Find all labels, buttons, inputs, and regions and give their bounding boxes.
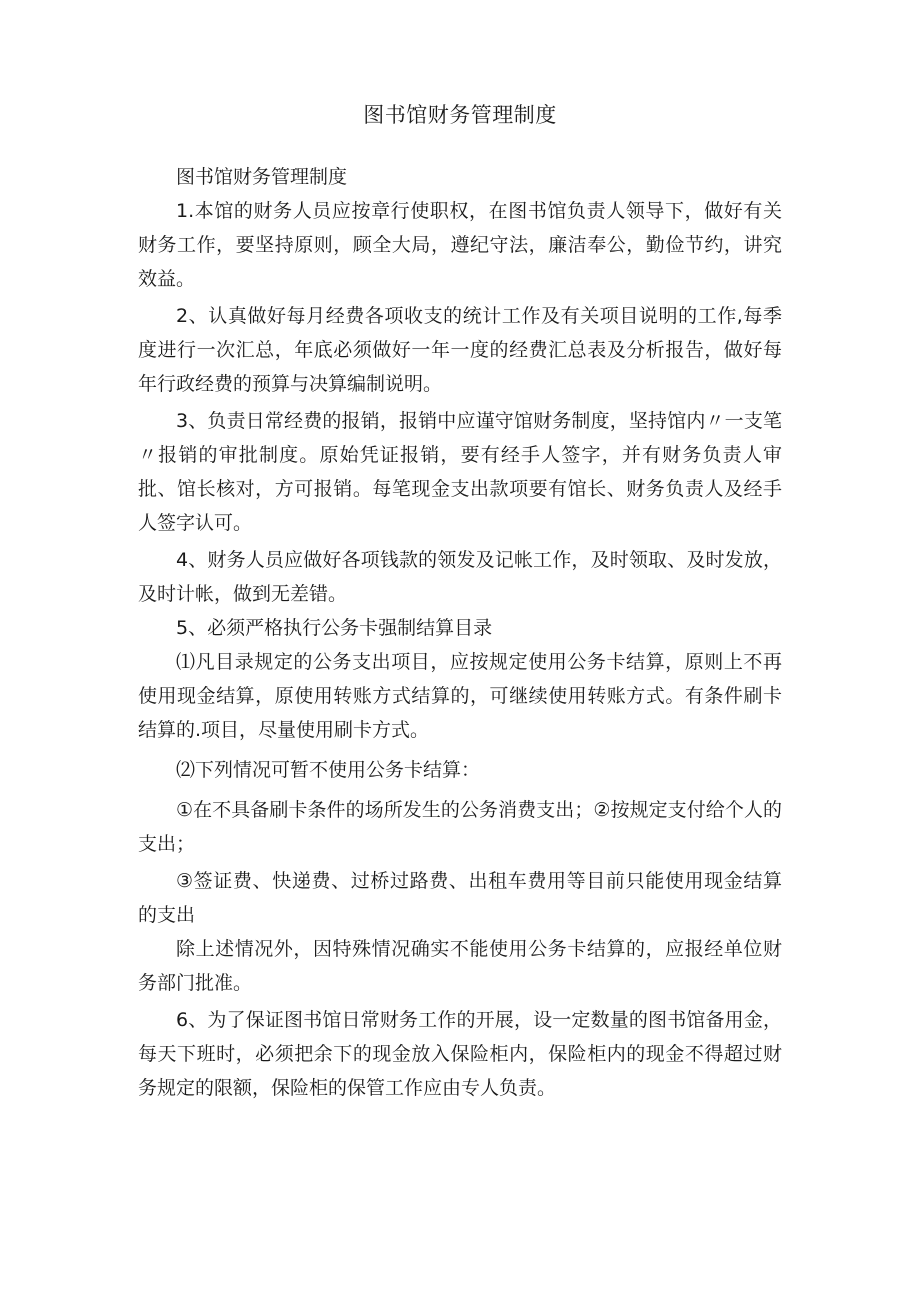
paragraph-2: 2、认真做好每月经费各项收支的统计工作及有关项目说明的工作,每季度进行一次汇总，年底必须做好一年一度的经费汇总表及分析报告，做好每年行政经费的预算与决算编制说明。 (138, 305, 782, 395)
paragraph-5-2: ⑵下列情况可暂不使用公务卡结算： (176, 759, 481, 781)
document-title: 图书馆财务管理制度 (363, 103, 557, 127)
subtitle-paragraph: 图书馆财务管理制度 (176, 166, 348, 188)
paragraph-1: 1.本馆的财务人员应按章行使职权，在图书馆负责人领导下，做好有关财务工作，要坚持原则，顾全大局，遵纪守法，廉洁奉公，勤俭节约，讲究效益。 (138, 200, 782, 290)
document-body (138, 160, 782, 1105)
paragraph-5-2-items-a: ①在不具备刷卡条件的场所发生的公务消费支出；②按规定支付给个人的支出； (138, 799, 782, 855)
paragraph-6: 6、为了保证图书馆日常财务工作的开展，设一定数量的图书馆备用金，每天下班时，必须把余下的现金放入保险柜内，保险柜内的现金不得超过财务规定的限额，保险柜的保管工作应由专人负责。 (138, 1009, 782, 1099)
paragraph-3: 3、负责日常经费的报销，报销中应谨守馆财务制度，坚持馆内〃一支笔〃报销的审批制度。原始凭证报销，要有经手人签字，并有财务负责人审批、馆长核对，方可报销。每笔现金支出款项要有馆长、财务负责人及经手人签字认可。 (138, 410, 782, 534)
paragraph-5-2-items-b: ③签证费、快递费、过桥过路费、出租车费用等目前只能使用现金结算的支出 (138, 870, 782, 926)
paragraph-4: 4、财务人员应做好各项钱款的领发及记帐工作，及时领取、及时发放，及时计帐，做到无差错。 (138, 549, 782, 605)
paragraph-5-exception: 除上述情况外，因特殊情况确实不能使用公务卡结算的，应报经单位财务部门批准。 (138, 938, 782, 994)
paragraph-5-1: ⑴凡目录规定的公务支出项目，应按规定使用公务卡结算，原则上不再使用现金结算，原使用转账方式结算的，可继续使用转账方式。有条件刷卡结算的.项目，尽量使用刷卡方式。 (138, 651, 782, 741)
paragraph-5: 5、必须严格执行公务卡强制结算目录 (176, 617, 493, 639)
